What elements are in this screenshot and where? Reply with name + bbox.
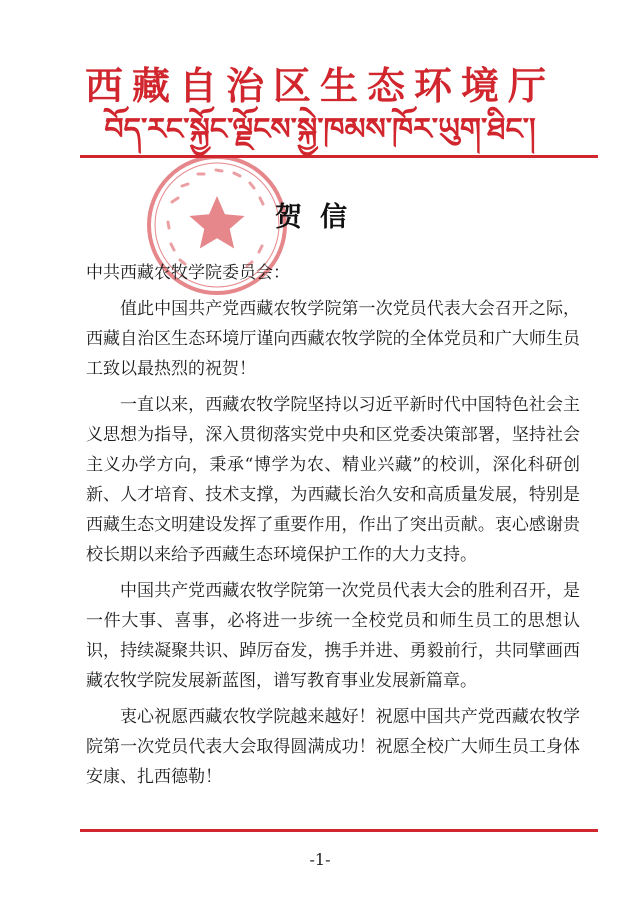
footer-red-rule [80, 829, 598, 832]
salutation: 中共西藏农牧学院委员会： [86, 263, 290, 283]
page-number: -1- [309, 850, 331, 869]
letterhead-chinese: 西藏自治区生态环境厅 [84, 63, 555, 108]
paragraph-congress-significance: 中国共产党西藏农牧学院第一次党员代表大会的胜利召开，是一件大事、喜事，必将进一步统一全校党员和师生员工的思想认识，持续凝聚共识、踔厉奋发，携手并进、勇毅前行，共同擘画西藏农牧学院发展新蓝图，谱写教育事业发展新篇章。 [86, 581, 580, 691]
paragraph-achievements: 一直以来，西藏农牧学院坚持以习近平新时代中国特色社会主义思想为指导，深入贯彻落实党中央和区党委决策部署，坚持社会主义办学方向，秉承“博学为农、精业兴藏”的校训，深化科研创新、人才培育、技术支撑，为西藏长治久安和高质量发展，特别是西藏生态文明建设发挥了重要作用，作出了突出贡献。衷心感谢贵校长期以来给予西藏生态环境保护工作的大力支持。 [86, 395, 580, 565]
letter-title: 贺信 [275, 202, 365, 233]
paragraph-wishes: 衷心祝愿西藏农牧学院越来越好！祝愿中国共产党西藏农牧学院第一次党员代表大会取得圆满成功！祝愿全校广大师生员工身体安康、扎西德勒！ [86, 707, 580, 787]
paragraph-congratulation: 值此中国共产党西藏农牧学院第一次党员代表大会召开之际，西藏自治区生态环境厅谨向西藏农牧学院的全体党员和广大师生员工致以最热烈的祝贺！ [86, 299, 580, 379]
letter-body [86, 258, 580, 792]
letterhead-tibetan: བོད་རང་སྐྱོང་ལྗོངས་སྐྱེ་ཁམས་ཁོར་ཡུག་ཐིང་། [104, 112, 536, 147]
